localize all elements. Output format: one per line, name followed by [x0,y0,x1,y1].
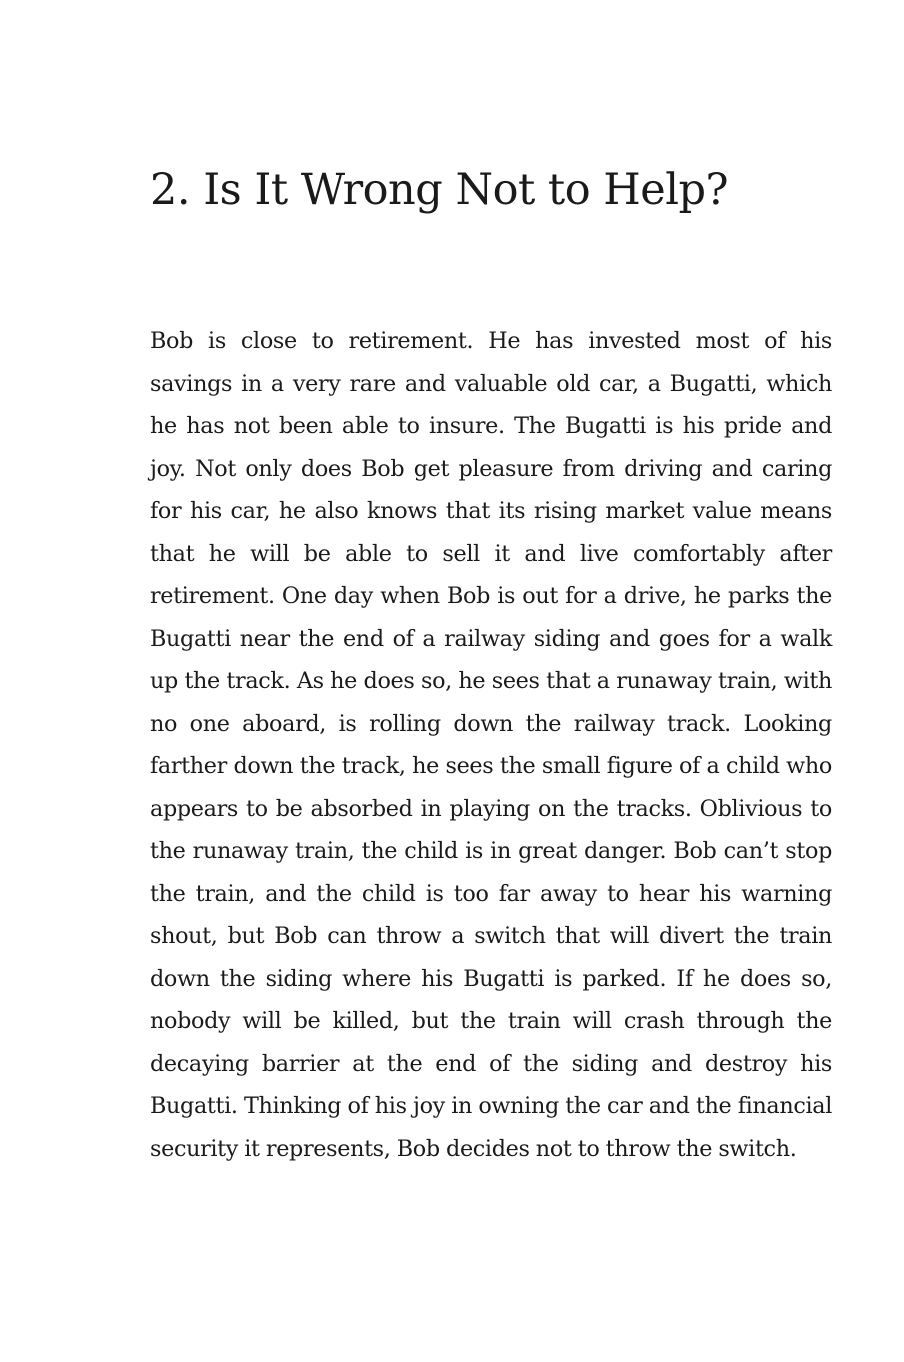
body-paragraph: Bob is close to retirement. He has invested most of his savings in a very rare and valuable old car, a Bugatti, which he has not been able to insure. The Bugatti is his pride and joy. Not only does Bob get pleasure from driving and caring for his car, he also knows that its rising market value means that he will be able to sell it and live comfortably after retirement. One day when Bob is out for a drive, he parks the Bugatti near the end of a railway siding and goes for a walk up the track. As he does so, he sees that a runaway train, with no one aboard, is rolling down the railway track. Looking farther down the track, he sees the small figure of a child who appears to be absorbed in playing on the tracks. Oblivious to the runaway train, the child is in great danger. Bob can’t stop the train, and the child is too far away to hear his warning shout, but Bob can throw a switch that will divert the train down the siding where his Bugatti is parked. If he does so, nobody will be killed, but the train will crash through the decaying barrier at the end of the siding and destroy his Bugatti. Thinking of his joy in owning the car and the financial security it represents, Bob decides not to throw the switch. [150,328,832,1162]
chapter-title: 2. Is It Wrong Not to Help? [150,165,729,215]
book-page [150,0,832,1362]
